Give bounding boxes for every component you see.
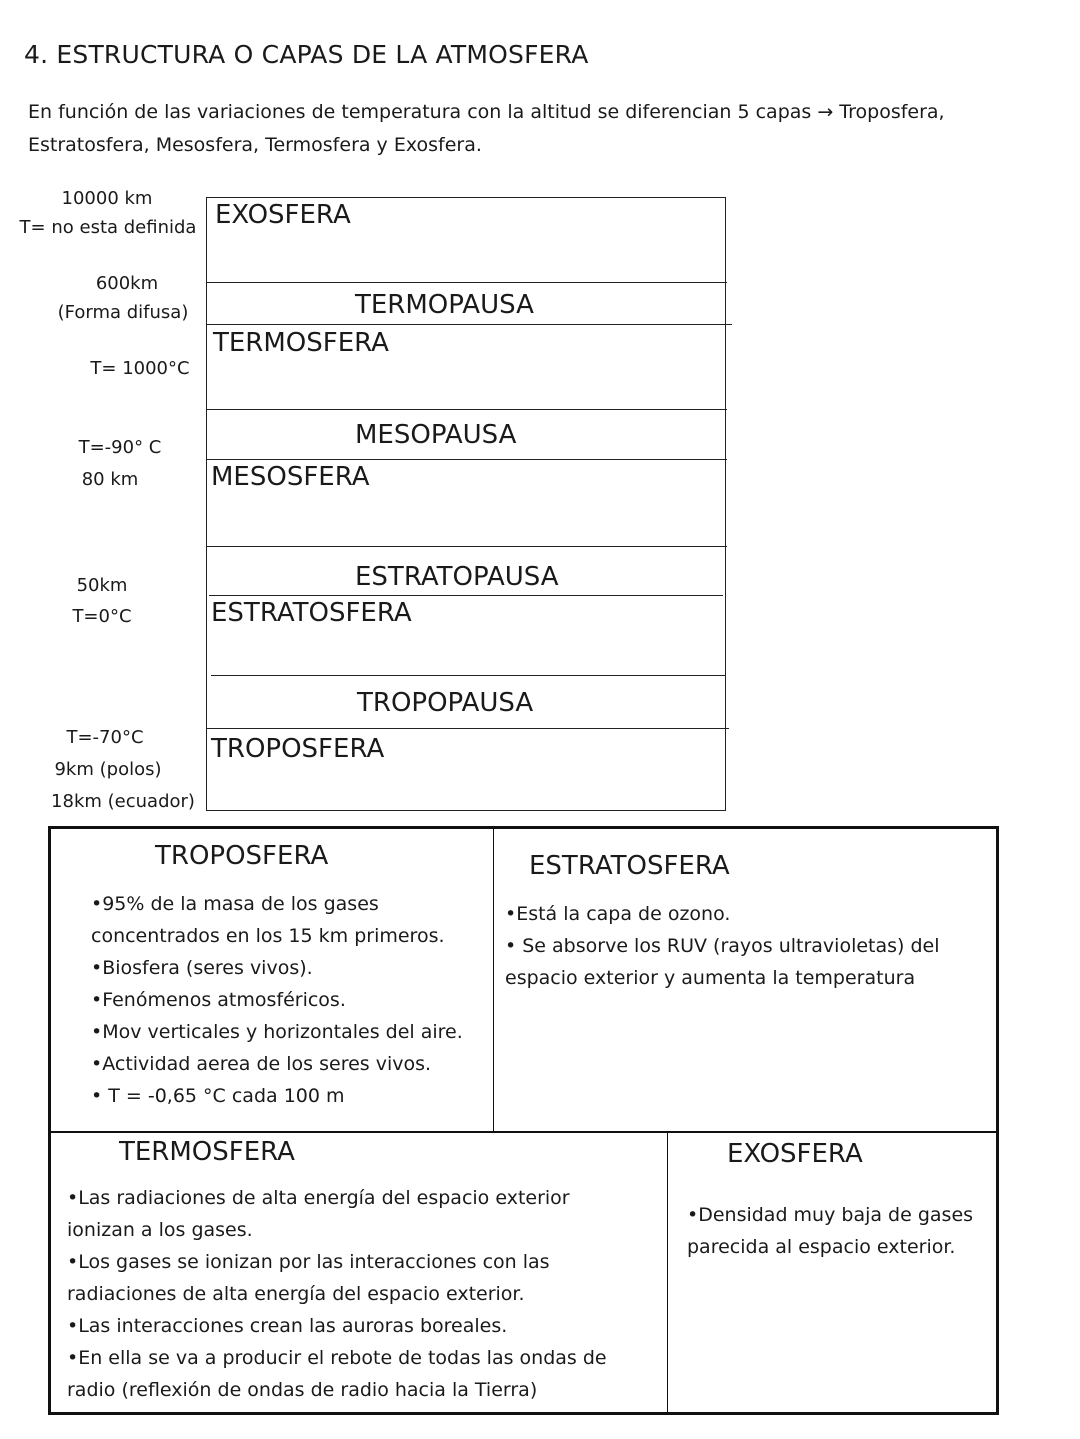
divider-line [207, 409, 727, 410]
list-item: •Los gases se ionizan por las interacciones con las [67, 1251, 550, 1273]
box-list-termosfera [67, 1182, 607, 1406]
box-list-estratosfera [505, 898, 940, 994]
layer-termosfera: TERMOSFERA [213, 328, 389, 358]
pause-tropopausa: TROPOPAUSA [357, 688, 534, 718]
layer-mesosfera: MESOSFERA [211, 462, 370, 492]
intro-paragraph [28, 96, 988, 162]
pause-estratopausa: ESTRATOPAUSA [355, 562, 559, 592]
intro-line-2: Estratosfera, Mesosfera, Termosfera y Exosfera. [28, 134, 482, 156]
list-item: •En ella se va a producir el rebote de todas las ondas de [67, 1347, 607, 1369]
box-list-troposfera [91, 888, 463, 1112]
pause-mesopausa: MESOPAUSA [355, 420, 517, 450]
box-list-exosfera [687, 1199, 973, 1263]
label-thermo-altitude: 600km [95, 273, 159, 294]
divider-line [207, 459, 727, 460]
list-item: •Mov verticales y horizontales del aire. [91, 1021, 463, 1043]
label-tropo-temperature: T=-70°C [66, 727, 144, 748]
layer-estratosfera: ESTRATOSFERA [211, 598, 412, 628]
page-title: 4. ESTRUCTURA O CAPAS DE LA ATMOSFERA [24, 40, 589, 69]
list-item: radio (reflexión de ondas de radio hacia la Tierra) [67, 1379, 538, 1401]
divider-line [209, 595, 723, 596]
layers-info-table [48, 826, 999, 1415]
label-thermo-temperature: T= 1000°C [90, 358, 190, 379]
atmosphere-layers-diagram [206, 197, 726, 811]
label-strato-temperature: T=0°C [72, 606, 132, 627]
list-item: • Se absorve los RUV (rayos ultravioletas) del [505, 935, 940, 957]
layer-exosfera: EXOSFERA [215, 200, 351, 230]
divider-line [207, 324, 732, 325]
list-item: •Biosfera (seres vivos). [91, 957, 313, 979]
list-item: •Fenómenos atmosféricos. [91, 989, 346, 1011]
list-item: espacio exterior y aumenta la temperatura [505, 967, 916, 989]
box-title-troposfera: TROPOSFERA [155, 841, 329, 871]
divider-line [207, 728, 729, 729]
list-item: •Las radiaciones de alta energía del espacio exterior [67, 1187, 570, 1209]
pause-termopausa: TERMOPAUSA [355, 290, 534, 320]
list-item: ionizan a los gases. [67, 1219, 253, 1241]
list-item: radiaciones de alta energía del espacio exterior. [67, 1283, 525, 1305]
list-item: •Está la capa de ozono. [505, 903, 731, 925]
label-thermo-note: (Forma difusa) [57, 302, 189, 323]
divider-line [493, 829, 494, 1131]
divider-line [51, 1131, 996, 1133]
list-item: concentrados en los 15 km primeros. [91, 925, 445, 947]
intro-line-1: En función de las variaciones de temperatura con la altitud se diferencian 5 capas → Troposfera, [28, 101, 945, 123]
list-item: parecida al espacio exterior. [687, 1236, 956, 1258]
list-item: •95% de la masa de los gases [91, 893, 379, 915]
label-meso-temperature: T=-90° C [78, 437, 162, 458]
divider-line [207, 282, 727, 283]
divider-line [207, 546, 727, 547]
list-item: •Densidad muy baja de gases [687, 1204, 974, 1226]
list-item: •Actividad aerea de los seres vivos. [91, 1053, 432, 1075]
label-meso-altitude: 80 km [81, 469, 139, 490]
label-strato-altitude: 50km [76, 575, 128, 596]
label-exo-altitude: 10000 km [61, 188, 153, 209]
list-item: • T = -0,65 °C cada 100 m [91, 1085, 345, 1107]
divider-line [211, 675, 725, 676]
label-exo-temperature: T= no esta definida [19, 217, 197, 238]
box-title-exosfera: EXOSFERA [727, 1139, 863, 1169]
label-tropo-equator: 18km (ecuador) [51, 791, 195, 812]
layer-troposfera: TROPOSFERA [211, 734, 385, 764]
divider-line [667, 1131, 668, 1412]
list-item: •Las interacciones crean las auroras boreales. [67, 1315, 508, 1337]
label-tropo-poles: 9km (polos) [54, 759, 162, 780]
box-title-termosfera: TERMOSFERA [119, 1137, 295, 1167]
box-title-estratosfera: ESTRATOSFERA [529, 851, 730, 881]
